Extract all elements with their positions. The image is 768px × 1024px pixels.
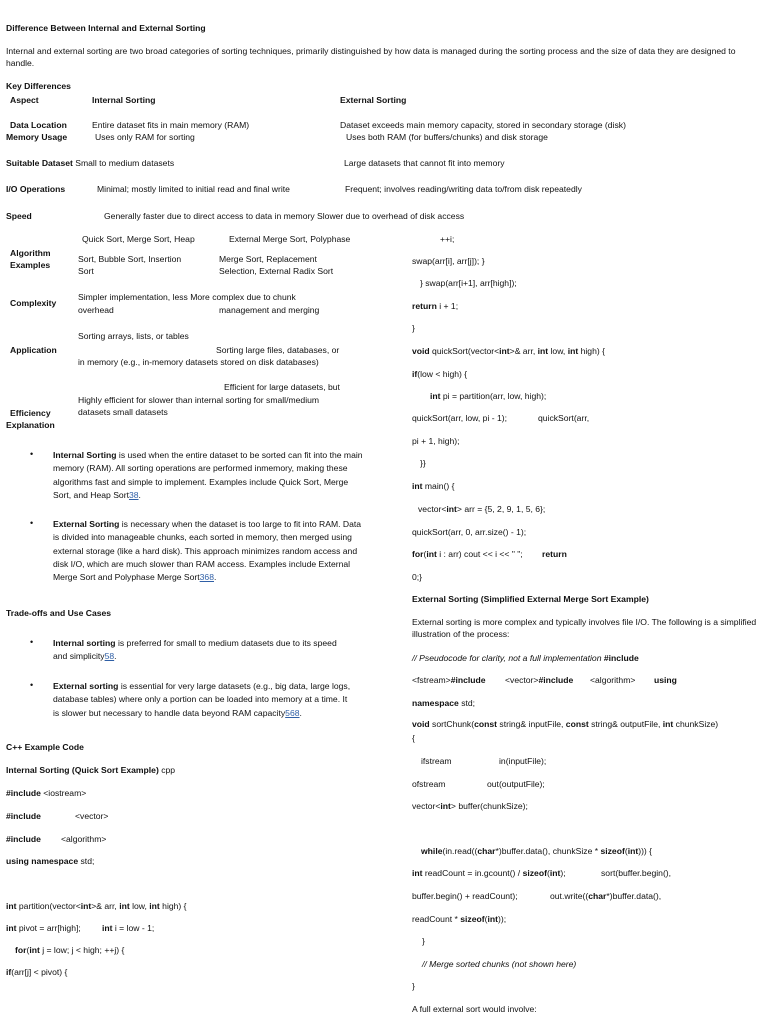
cell-internal-data-location: Entire dataset fits in main memory (RAM): [92, 120, 250, 130]
code-line: quickSort(arr, low, pi - 1);: [412, 413, 508, 423]
code-keyword: int: [446, 504, 457, 514]
row-label-io: I/O Operations: [6, 184, 66, 194]
code-line: [421, 846, 652, 857]
bullet-text: is preferred for small to medium datasets due to its speed and simplicity: [53, 638, 337, 662]
code-keyword: int: [430, 391, 441, 401]
code-line: [6, 967, 67, 978]
bullet-end: .: [214, 572, 217, 583]
code-text: (arr[j] < pivot) {: [11, 967, 68, 977]
reference-link[interactable]: 568: [285, 707, 300, 718]
bullet-end: .: [138, 489, 141, 500]
code-line: pi + 1, high);: [412, 436, 460, 446]
table-header-internal: Internal Sorting: [92, 95, 156, 105]
cell-internal-algo-2: Sort, Bubble Sort, Insertion: [78, 254, 182, 264]
bullet-bold: Internal Sorting: [53, 450, 117, 460]
code-text: low,: [548, 346, 568, 356]
code-line: [6, 923, 81, 934]
code-keyword: if: [412, 369, 418, 379]
code-line: quickSort(arr,: [538, 413, 590, 423]
bullet-bold: Internal sorting: [53, 638, 116, 648]
code-line: [412, 481, 455, 492]
row-label-memory-usage: Memory Usage: [6, 132, 68, 142]
code-keyword: int: [29, 945, 40, 955]
code-line: 0;}: [412, 572, 423, 582]
cell-complexity-2a: overhead: [78, 305, 114, 315]
code-line: [412, 549, 523, 560]
bullet-end: .: [114, 651, 117, 662]
code-text: quickSort(vector<: [429, 346, 500, 356]
code-keyword: int: [440, 801, 451, 811]
row-label-examples: Examples: [10, 260, 51, 270]
code-keyword: void: [412, 346, 430, 356]
cell-application-3: in memory (e.g., in-memory datasets stored on disk databases): [78, 357, 319, 367]
cell-application-2: Sorting large files, databases, or: [216, 345, 340, 355]
code-keyword: #include: [538, 675, 574, 685]
code-keyword: int: [499, 346, 510, 356]
code-line: [412, 675, 486, 686]
bullet-bold: External Sorting: [53, 519, 120, 529]
code-text: > buffer(chunkSize);: [450, 801, 528, 811]
code-keyword: char: [477, 846, 496, 856]
code-keyword: const: [565, 719, 589, 729]
reference-link[interactable]: 368: [199, 572, 214, 583]
cell-internal-algo-3: Sort: [78, 266, 94, 276]
code-text: (in.read((: [442, 846, 478, 856]
bullet-end: .: [299, 707, 302, 718]
cell-external-suitable: Large datasets that cannot fit into memory: [344, 158, 505, 168]
code-text: >& arr,: [509, 346, 538, 356]
code-keyword: int: [487, 914, 498, 924]
code-line: }: [412, 981, 415, 991]
code-keyword: int: [412, 868, 423, 878]
row-suitable-dataset: [6, 158, 174, 169]
code-line: in(inputFile);: [499, 756, 547, 766]
bullet-internal-preferred: [53, 637, 353, 664]
code-text: >& arr,: [91, 901, 120, 911]
page-title: Difference Between Internal and External Sorting: [6, 23, 206, 33]
cell-external-io: Frequent; involves reading/writing data to/from disk repeatedly: [345, 184, 582, 194]
code-line: [412, 719, 718, 730]
code-keyword: int: [426, 549, 437, 559]
code-text: ))) {: [638, 846, 653, 856]
bullet-dot: •: [30, 680, 34, 690]
code-text: (: [624, 846, 628, 856]
code-text: low,: [129, 901, 150, 911]
code-keyword: sizeof: [460, 914, 485, 924]
code-line: [412, 914, 506, 925]
code-text: <iostream>: [40, 788, 87, 798]
code-line: [412, 868, 566, 879]
bullet-dot: •: [30, 637, 34, 647]
code-text: string& inputFile,: [497, 719, 566, 729]
code-keyword: int: [102, 923, 113, 933]
code-keyword: sizeof: [600, 846, 625, 856]
code-line: } swap(arr[i+1], arr[high]);: [420, 278, 517, 288]
code-comment: // Pseudocode for clarity, not a full implementation: [412, 653, 602, 663]
code-text: std;: [458, 698, 476, 708]
cell-complexity-2b: management and merging: [219, 305, 320, 315]
cell-external-memory-usage: Uses both RAM (for buffers/chunks) and disk storage: [346, 132, 548, 142]
row-label-suitable-dataset: Suitable Dataset: [6, 158, 73, 168]
bullet-text: is used when the entire dataset to be sorted can fit into the main memory (RAM). All sorting operations are performed inmemory, making these algorithms fast and simple to implement. Examples include Quick Sort, Merge Sort, and Heap Sort: [53, 450, 363, 500]
code-text: vector<: [412, 801, 441, 811]
code-line: [412, 369, 467, 380]
code-line: [412, 346, 605, 357]
bullet-dot: •: [30, 518, 34, 528]
code-line: [412, 801, 528, 812]
code-line: [550, 891, 661, 902]
code-text: (: [484, 914, 488, 924]
code-keyword: int: [537, 346, 549, 356]
cell-internal-io: Minimal; mostly limited to initial read and final write: [97, 184, 290, 194]
code-line: #include: [6, 811, 41, 821]
code-keyword: for: [15, 945, 27, 955]
code-keyword: int: [549, 868, 561, 878]
cell-internal-memory-usage: Uses only RAM for sorting: [95, 132, 195, 142]
code-line: swap(arr[i], arr[j]); }: [412, 256, 485, 266]
code-line: [430, 391, 546, 402]
code-line: sort(buffer.begin(),: [601, 868, 672, 878]
code-keyword: if: [6, 967, 12, 977]
cell-internal-suitable: Small to medium datasets: [75, 158, 175, 168]
code-keyword: for: [412, 549, 424, 559]
code-keyword: int: [6, 923, 17, 933]
code-line: out(outputFile);: [487, 779, 545, 789]
cell-external-data-location: Dataset exceeds main memory capacity, stored in secondary storage (disk): [340, 120, 626, 130]
code-line: }: [422, 936, 425, 946]
code-line: {: [412, 733, 415, 743]
table-header-aspect: Aspect: [10, 95, 39, 105]
code-text: pivot = arr[high];: [16, 923, 81, 933]
bullet-text: is necessary when the dataset is too large to fit into RAM. Data is divided into manageable chunks, each sorted in memory, then merged using external storage (like a hard disk). This approach minimizes random access and disk I/O, which are much slower than RAM access. Examples include External Merge Sort and Polyphase Merge Sort: [53, 519, 362, 583]
tradeoffs-heading: Trade-offs and Use Cases: [6, 608, 112, 618]
code-text: high) {: [578, 346, 605, 356]
code-text: );: [560, 868, 566, 878]
code-text: chunkSize): [673, 719, 719, 729]
code-keyword: #include: [450, 675, 486, 685]
code-line: quickSort(arr, 0, arr.size() - 1);: [412, 527, 527, 537]
reference-link[interactable]: 38: [128, 489, 139, 500]
internal-code-heading-bold: Internal Sorting (Quick Sort Example): [6, 765, 159, 775]
code-text: *)buffer.data(),: [606, 891, 662, 901]
code-comment: // Merge sorted chunks (not shown here): [422, 959, 577, 969]
external-intro: External sorting is more complex and typically involves file I/O. The following is a simplified illustration of the process:: [412, 617, 757, 640]
cpp-heading: C++ Example Code: [6, 742, 84, 752]
table-header-external: External Sorting: [340, 95, 407, 105]
code-line: [412, 653, 639, 664]
code-keyword: using: [654, 675, 677, 685]
code-text: vector<: [418, 504, 447, 514]
code-text: i = low - 1;: [112, 923, 155, 933]
code-line: ++i;: [440, 234, 455, 244]
code-text: (: [546, 868, 550, 878]
code-line: buffer.begin() + readCount);: [412, 891, 518, 901]
row-label-application: Application: [10, 345, 57, 355]
code-text: readCount = in.gcount() /: [422, 868, 523, 878]
code-line: [505, 675, 573, 686]
code-keyword: const: [474, 719, 498, 729]
code-keyword: sizeof: [522, 868, 547, 878]
internal-code-heading-suffix: cpp: [158, 765, 176, 775]
code-text: string& outputFile,: [588, 719, 663, 729]
external-code-heading: External Sorting (Simplified External Merge Sort Example): [412, 594, 649, 604]
code-text: (low < high) {: [417, 369, 468, 379]
code-keyword: int: [567, 346, 579, 356]
cell-external-algo-2: Merge Sort, Replacement: [219, 254, 317, 264]
row-label-explanation: Explanation: [6, 420, 55, 430]
code-keyword: char: [588, 891, 607, 901]
bullet-external-sorting: [53, 518, 365, 585]
code-text: readCount *: [412, 914, 461, 924]
code-text: <algorithm>: [590, 675, 636, 685]
code-line: [412, 301, 458, 312]
cell-application-1: Sorting arrays, lists, or tables: [78, 331, 189, 341]
bullet-text: is essential for very large datasets (e.g., big data, large logs, database tables) where only a portion can be loaded into memory at a time. It is slower but necessary to handle data beyond RAM capacity: [53, 681, 351, 718]
code-keyword: int: [412, 481, 423, 491]
code-text: j = low; j < high; ++j) {: [39, 945, 125, 955]
cell-efficiency-1: Efficient for large datasets, but: [224, 382, 340, 392]
reference-link[interactable]: 58: [104, 651, 115, 662]
code-keyword: using namespace: [6, 856, 79, 866]
cell-efficiency-3: datasets small datasets: [78, 407, 168, 417]
bullet-external-essential: [53, 680, 353, 720]
code-text: <vector>: [75, 811, 109, 821]
cell-internal-algo-1: Quick Sort, Merge Sort, Heap: [82, 234, 195, 244]
code-keyword: return: [412, 301, 437, 311]
code-text: (: [26, 945, 30, 955]
code-line: [6, 901, 187, 912]
cell-efficiency-2: Highly efficient for slower than internal sorting for small/medium: [78, 395, 320, 405]
code-text: partition(vector<: [16, 901, 81, 911]
code-text: high) {: [159, 901, 187, 911]
code-text: std;: [78, 856, 95, 866]
code-text: <vector>: [505, 675, 539, 685]
code-text: > arr = {5, 2, 9, 1, 5, 6};: [456, 504, 546, 514]
row-label-efficiency: Efficiency: [10, 408, 51, 418]
code-keyword: int: [119, 901, 130, 911]
code-text: <fstream>: [412, 675, 451, 685]
row-label-complexity: Complexity: [10, 298, 57, 308]
bullet-internal-sorting: [53, 449, 363, 502]
code-text: sortChunk(: [429, 719, 475, 729]
code-keyword: namespace: [412, 698, 459, 708]
code-text: i + 1;: [436, 301, 459, 311]
code-line: }}: [420, 458, 426, 468]
code-text: pi = partition(arr, low, high);: [440, 391, 547, 401]
cell-complexity-1: Simpler implementation, less More complex due to chunk: [78, 292, 296, 302]
code-keyword: return: [542, 549, 567, 559]
code-line: [15, 945, 124, 956]
row-label-data-location: Data Location: [10, 120, 67, 130]
code-keyword: int: [662, 719, 674, 729]
code-keyword: #include: [6, 788, 41, 798]
code-line: }: [412, 323, 415, 333]
code-text: (: [423, 549, 427, 559]
code-line: ofstream: [412, 779, 446, 789]
code-text: *)buffer.data(), chunkSize *: [495, 846, 601, 856]
code-line: [102, 923, 154, 934]
code-text: i : arr) cout << i << " ";: [436, 549, 523, 559]
internal-code-heading: [6, 765, 175, 776]
bullet-dot: •: [30, 449, 34, 459]
cell-external-algo-3: Selection, External Radix Sort: [219, 266, 334, 276]
code-keyword: int: [627, 846, 639, 856]
code-line: [412, 698, 475, 709]
code-line: #include: [6, 834, 41, 844]
code-text: ));: [498, 914, 507, 924]
key-differences-heading: Key Differences: [6, 81, 71, 91]
code-text: <algorithm>: [61, 834, 107, 844]
code-keyword: while: [421, 846, 443, 856]
code-keyword: int: [6, 901, 17, 911]
code-keyword: #include: [603, 653, 639, 663]
row-label-speed: Speed: [6, 211, 32, 221]
code-line: ifstream: [421, 756, 452, 766]
code-line: [418, 504, 545, 515]
code-keyword: void: [412, 719, 430, 729]
code-text: out.write((: [550, 891, 589, 901]
full-sort-note: A full external sort would involve:: [412, 1004, 537, 1014]
code-line: [6, 788, 86, 799]
intro-paragraph: Internal and external sorting are two broad categories of sorting techniques, primarily distinguished by how data is managed during the sorting process and the size of data they are designed to handle.: [6, 46, 736, 69]
code-keyword: int: [149, 901, 160, 911]
code-line: [6, 856, 94, 867]
row-label-algorithm: Algorithm: [10, 248, 51, 258]
code-text: main() {: [422, 481, 455, 491]
cell-speed: Generally faster due to direct access to data in memory Slower due to overhead of disk access: [104, 211, 465, 221]
bullet-bold: External sorting: [53, 681, 119, 691]
cell-external-algo-1: External Merge Sort, Polyphase: [229, 234, 351, 244]
code-keyword: int: [80, 901, 92, 911]
